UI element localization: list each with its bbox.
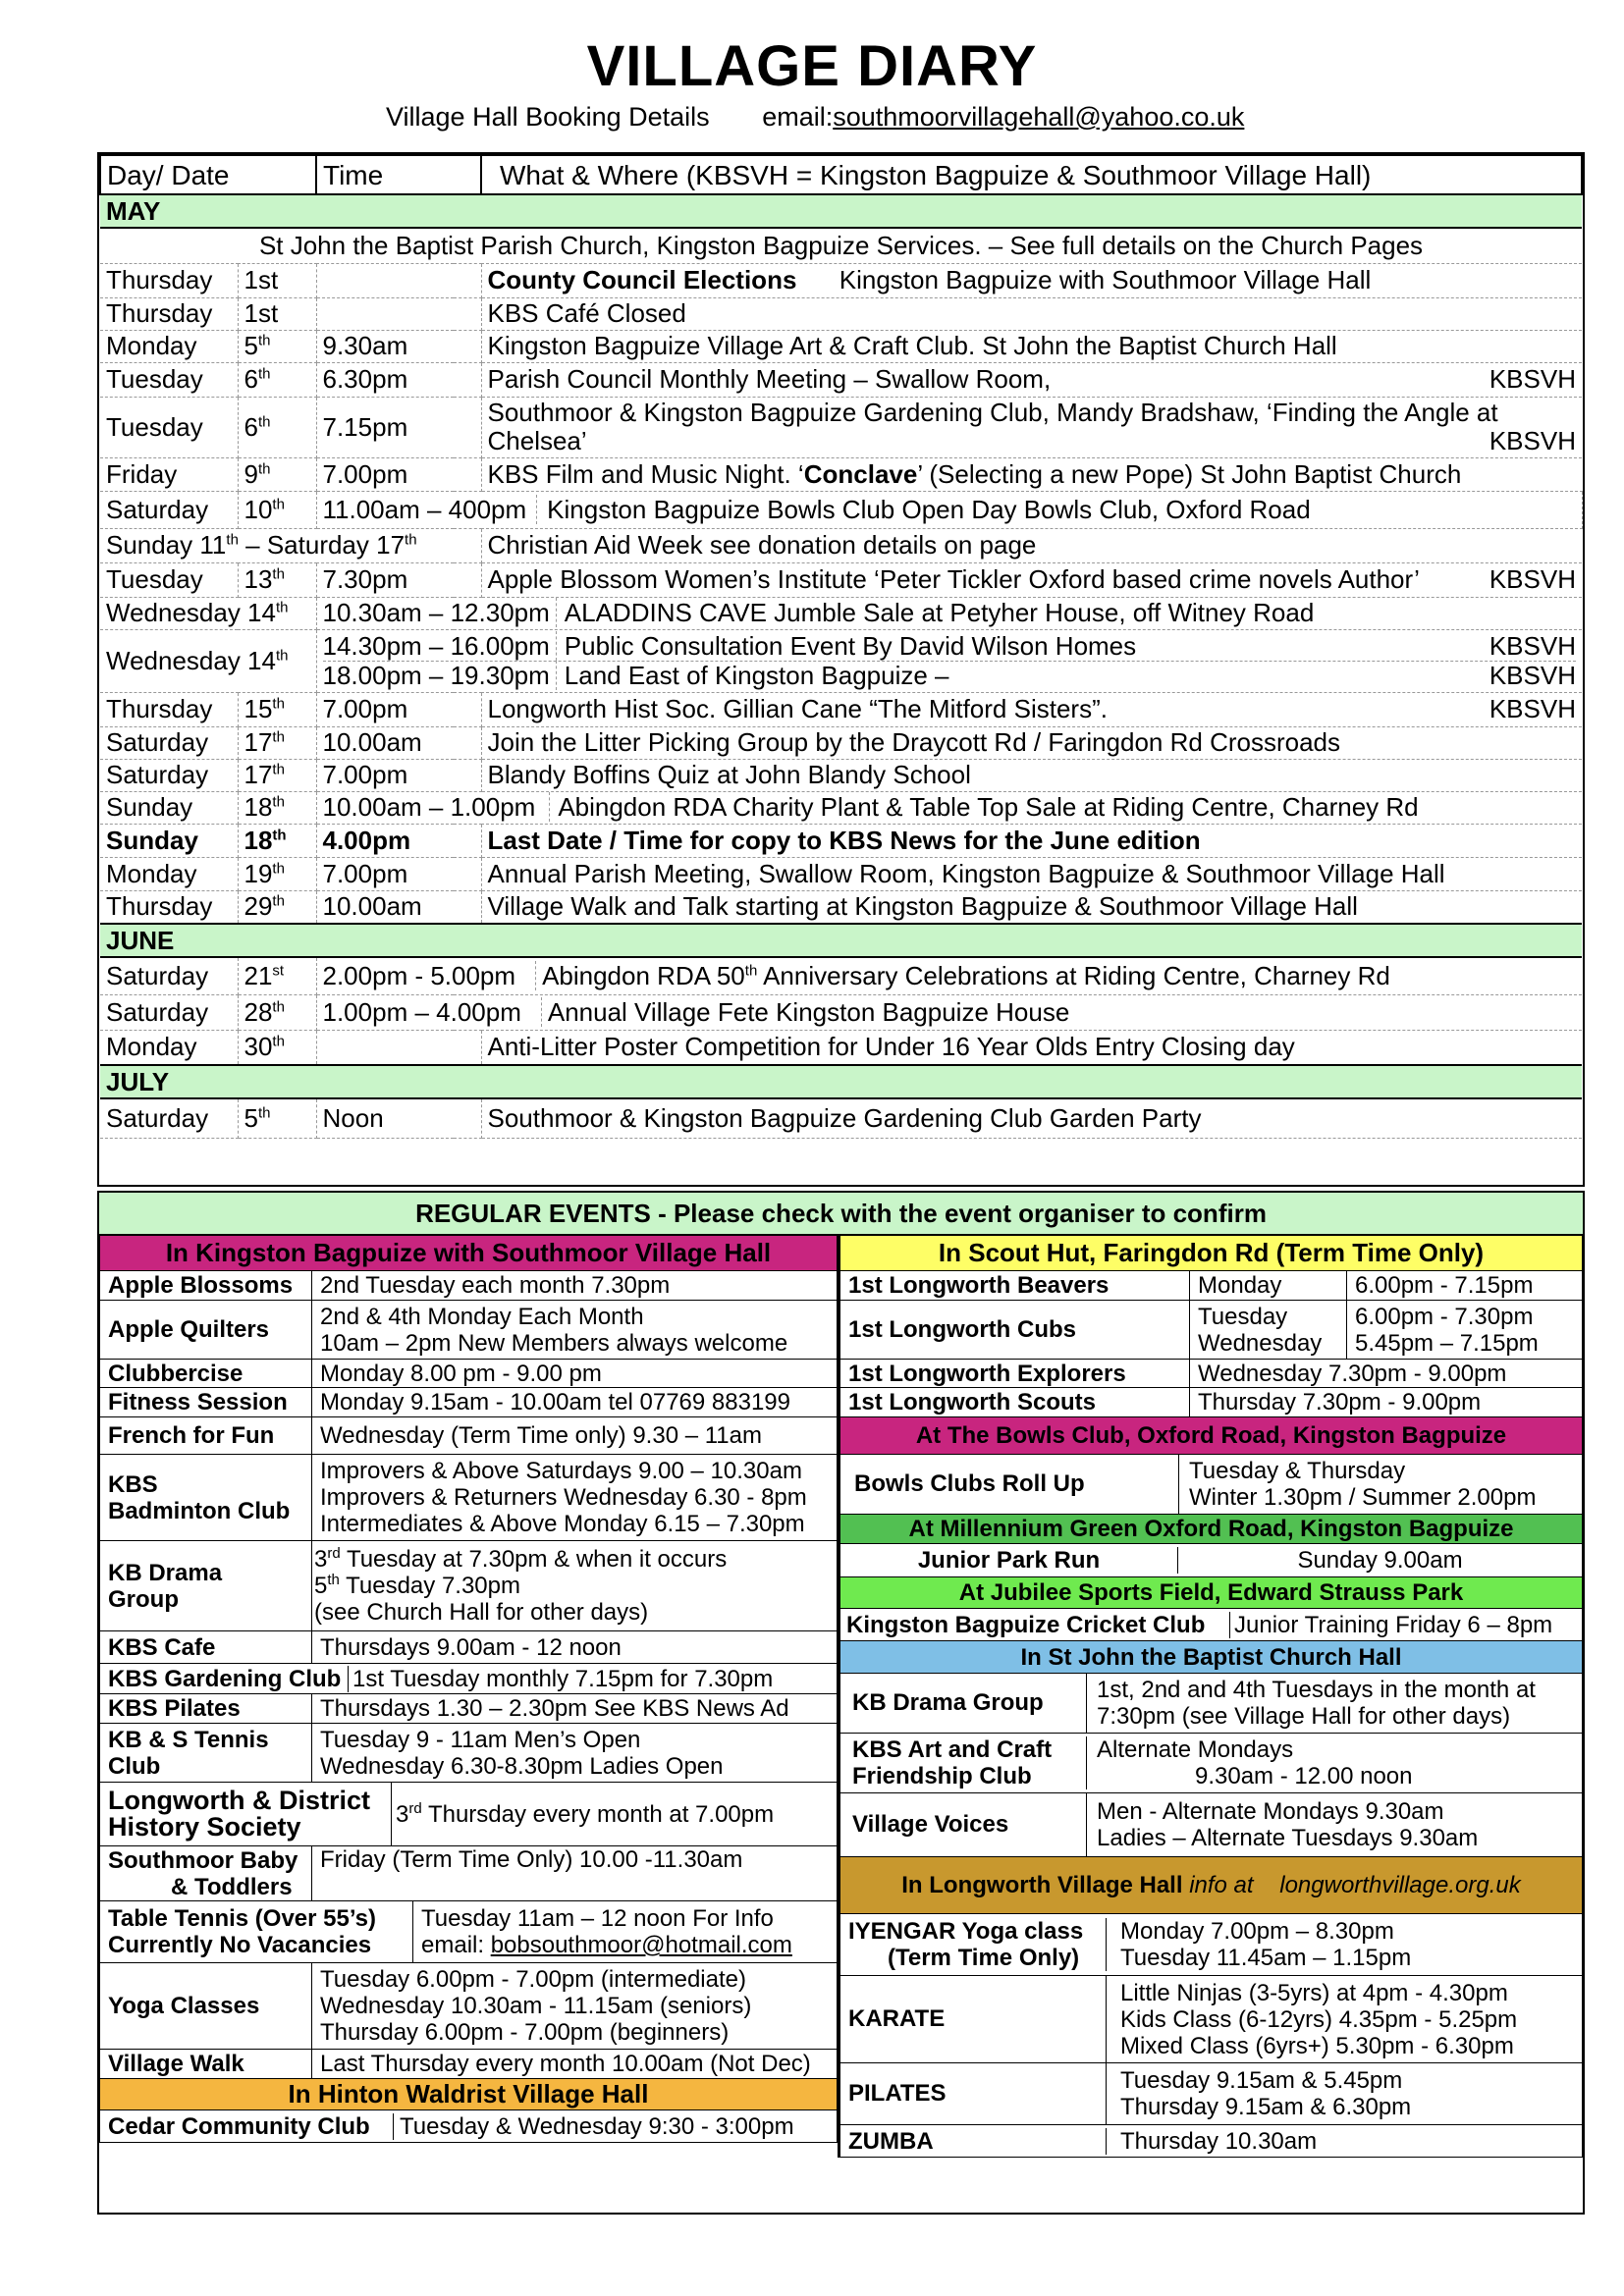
event-row: PILATES Tuesday 9.15am & 5.45pm Thursday 9.15am & 6.30pm: [840, 2063, 1583, 2125]
event-row: KARATE Little Ninjas (3-5yrs) at 4pm - 4.30pm Kids Class (6-12yrs) 4.35pm - 5.25pm Mixed Class (6yrs+) 5.30pm - 6.30pm: [840, 1976, 1583, 2063]
event-row: Fitness Session Monday 9.15am - 10.00am tel 07769 883199: [100, 1388, 838, 1417]
diary-row: Thursday 29th 10.00am Village Walk and Talk starting at Kingston Bagpuize & Southmoor Village Hall: [100, 890, 1582, 924]
event-row: Village Walk Last Thursday every month 10.00am (Not Dec): [100, 2050, 838, 2079]
event-row: KB Drama Group 3rd Tuesday at 7.30pm & when it occurs 5th Tuesday 7.30pm (see Church Hall for other days): [100, 1541, 838, 1631]
diary-row: Sunday 18th 10.00am – 1.00pm Abingdon RDA Charity Plant & Table Top Sale at Riding Centre, Charney Rd: [100, 791, 1582, 824]
page-title: VILLAGE DIARY: [586, 34, 1038, 98]
email-link[interactable]: southmoorvillagehall@yahoo.co.uk: [833, 102, 1245, 132]
diary-row: Thursday 1st KBS Café Closed: [100, 297, 1582, 330]
jubilee-heading: At Jubilee Sports Field, Edward Strauss Park: [840, 1577, 1583, 1609]
may-church-note: St John the Baptist Parish Church, Kingston Bagpuize Services. – See full details on the Church Pages: [100, 228, 1582, 263]
event-row: Longworth & District History Society 3rd Thursday every month at 7.00pm: [100, 1783, 838, 1846]
event-row: KB & S Tennis Club Tuesday 9 - 11am Men’s Open Wednesday 6.30-8.30pm Ladies Open: [100, 1724, 838, 1783]
event-row: French for Fun Wednesday (Term Time only) 9.30 – 11am: [100, 1417, 838, 1455]
diary-row: Saturday 17th 7.00pm Blandy Boffins Quiz at John Blandy School: [100, 759, 1582, 791]
diary-row: Tuesday 6th 7.15pm Southmoor & Kingston Bagpuize Gardening Club, Mandy Bradshaw, ‘Finding the Angle at Chelsea’ KBSVH: [100, 397, 1582, 457]
diary-row: Saturday 17th 10.00am Join the Litter Picking Group by the Draycott Rd / Faringdon Rd Crossroads: [100, 726, 1582, 759]
booking-label: Village Hall Booking Details: [386, 102, 710, 132]
event-row: KBS Gardening Club 1st Tuesday monthly 7.15pm for 7.30pm: [100, 1664, 838, 1694]
event-row: Yoga Classes Tuesday 6.00pm - 7.00pm (intermediate) Wednesday 10.30am - 11.15am (seniors) Thursday 6.00pm - 7.00pm (beginners): [100, 1963, 838, 2050]
col-time-header: Time: [316, 155, 481, 194]
event-row: Junior Park Run Sunday 9.00am: [840, 1544, 1583, 1577]
diary-row: Monday 19th 7.00pm Annual Parish Meeting, Swallow Room, Kingston Bagpuize & Southmoor Village Hall: [100, 857, 1582, 890]
diary-table: [97, 152, 1585, 1187]
event-row: IYENGAR Yoga class (Term Time Only) Monday 7.00pm – 8.30pm Tuesday 11.45am – 1.15pm: [840, 1914, 1583, 1976]
right-section-heading: In Scout Hut, Faringdon Rd (Term Time Only): [840, 1236, 1583, 1271]
hinton-heading: In Hinton Waldrist Village Hall: [100, 2079, 838, 2110]
event-row: ZUMBA Thursday 10.30am: [840, 2125, 1583, 2158]
event-row: 1st Longworth Cubs Tuesday Wednesday 6.00pm - 7.30pm 5.45pm – 7.15pm: [840, 1301, 1583, 1360]
event-row: Clubbercise Monday 8.00 pm - 9.00 pm: [100, 1360, 838, 1388]
event-row: KB Drama Group 1st, 2nd and 4th Tuesdays in the month at 7:30pm (see Village Hall for other days): [840, 1674, 1583, 1734]
event-row: 1st Longworth Explorers Wednesday 7.30pm - 9.00pm: [840, 1360, 1583, 1388]
month-may: MAY: [100, 194, 1582, 228]
event-row: Apple Blossoms 2nd Tuesday each month 7.30pm: [100, 1271, 838, 1301]
event-row: Cedar Community Club Tuesday & Wednesday 9:30 - 3:00pm: [100, 2110, 838, 2143]
diary-row: Saturday 28th 1.00pm – 4.00pm Annual Village Fete Kingston Bagpuize House: [100, 994, 1582, 1030]
diary-row: Tuesday 6th 6.30pm Parish Council Monthly Meeting – Swallow Room, KBSVH: [100, 362, 1582, 397]
event-row: Table Tennis (Over 55’s) Currently No Vacancies Tuesday 11am – 12 noon For Info email: bobsouthmoor@hotmail.com: [100, 1901, 838, 1963]
longworth-heading: In Longworth Village Hall info at longworthvillage.org.uk: [840, 1857, 1583, 1914]
left-section-heading: In Kingston Bagpuize with Southmoor Village Hall: [100, 1236, 838, 1271]
diary-row: Saturday 10th 11.00am – 400pm Kingston Bagpuize Bowls Club Open Day Bowls Club, Oxford Road: [100, 491, 1582, 528]
millennium-heading: At Millennium Green Oxford Road, Kingston Bagpuize: [840, 1515, 1583, 1544]
diary-row: Wednesday 14th 10.30am – 12.30pm ALADDINS CAVE Jumble Sale at Petyher House, off Witney Road: [100, 597, 1582, 629]
event-row: KBS Badminton Club Improvers & Above Saturdays 9.00 – 10.30am Improvers & Returners Wednesday 6.30 - 8pm Intermediates & Above Monday 6.15 – 7.30pm: [100, 1455, 838, 1541]
event-row: KBS Pilates Thursdays 1.30 – 2.30pm See KBS News Ad: [100, 1694, 838, 1724]
event-row: Bowls Clubs Roll Up Tuesday & Thursday Winter 1.30pm / Summer 2.00pm: [840, 1455, 1583, 1515]
regular-events: [97, 1191, 1585, 2215]
event-row: Kingston Bagpuize Cricket Club Junior Training Friday 6 – 8pm: [840, 1609, 1583, 1641]
event-row: 1st Longworth Beavers Monday 6.00pm - 7.15pm: [840, 1271, 1583, 1301]
regular-heading: REGULAR EVENTS - Please check with the event organiser to confirm: [99, 1193, 1583, 1235]
month-july: JULY: [100, 1065, 1582, 1098]
diary-row: Thursday 1st County Council Elections Kingston Bagpuize with Southmoor Village Hall: [100, 263, 1582, 297]
church-hall-heading: In St John the Baptist Church Hall: [840, 1641, 1583, 1674]
col-what-header: What & Where (KBSVH = Kingston Bagpuize & Southmoor Village Hall): [481, 155, 1582, 194]
event-row: Southmoor Baby & Toddlers Friday (Term Time Only) 10.00 -11.30am: [100, 1846, 838, 1901]
event-row: Village Voices Men - Alternate Mondays 9.30am Ladies – Alternate Tuesdays 9.30am: [840, 1793, 1583, 1857]
diary-row: Friday 9th 7.00pm KBS Film and Music Night. ‘Conclave’ (Selecting a new Pope) St John Baptist Church: [100, 457, 1582, 491]
diary-row: Monday 5th 9.30am Kingston Bagpuize Village Art & Craft Club. St John the Baptist Church Hall: [100, 330, 1582, 362]
booking-details: [386, 102, 1244, 133]
diary-row: Sunday 11th – Saturday 17th Christian Aid Week see donation details on page: [100, 528, 1582, 562]
month-june: JUNE: [100, 924, 1582, 957]
diary-row: Wednesday 14th 14.30pm – 16.00pm Public Consultation Event By David Wilson Homes KBSVH 18.00pm – 19.30pm Land East of Kingston Bagpuize – KBSVH: [100, 629, 1582, 692]
diary-row: Saturday 5th Noon Southmoor & Kingston Bagpuize Gardening Club Garden Party: [100, 1098, 1582, 1138]
diary-row: Monday 30th Anti-Litter Poster Competition for Under 16 Year Olds Entry Closing day: [100, 1030, 1582, 1065]
bowls-heading: At The Bowls Club, Oxford Road, Kingston Bagpuize: [840, 1417, 1583, 1455]
diary-row: Thursday 15th 7.00pm Longworth Hist Soc. Gillian Cane “The Mitford Sisters”. KBSVH: [100, 692, 1582, 726]
diary-row: Tuesday 13th 7.30pm Apple Blossom Women’s Institute ‘Peter Tickler Oxford based crime novels Author’ KBSVH: [100, 562, 1582, 597]
event-row: 1st Longworth Scouts Thursday 7.30pm - 9.00pm: [840, 1388, 1583, 1417]
col-day-header: Day/ Date: [100, 155, 316, 194]
event-row: Apple Quilters 2nd & 4th Monday Each Month 10am – 2pm New Members always welcome: [100, 1301, 838, 1360]
email-prefix: email:: [762, 102, 834, 132]
diary-row: Saturday 21st 2.00pm - 5.00pm Abingdon RDA 50th Anniversary Celebrations at Riding Centre, Charney Rd: [100, 957, 1582, 994]
diary-row: Sunday 18th 4.00pm Last Date / Time for copy to KBS News for the June edition: [100, 824, 1582, 857]
event-row: KBS Art and Craft Friendship Club Alternate Mondays 9.30am - 12.00 noon: [840, 1734, 1583, 1793]
event-row: KBS Cafe Thursdays 9.00am - 12 noon: [100, 1631, 838, 1664]
